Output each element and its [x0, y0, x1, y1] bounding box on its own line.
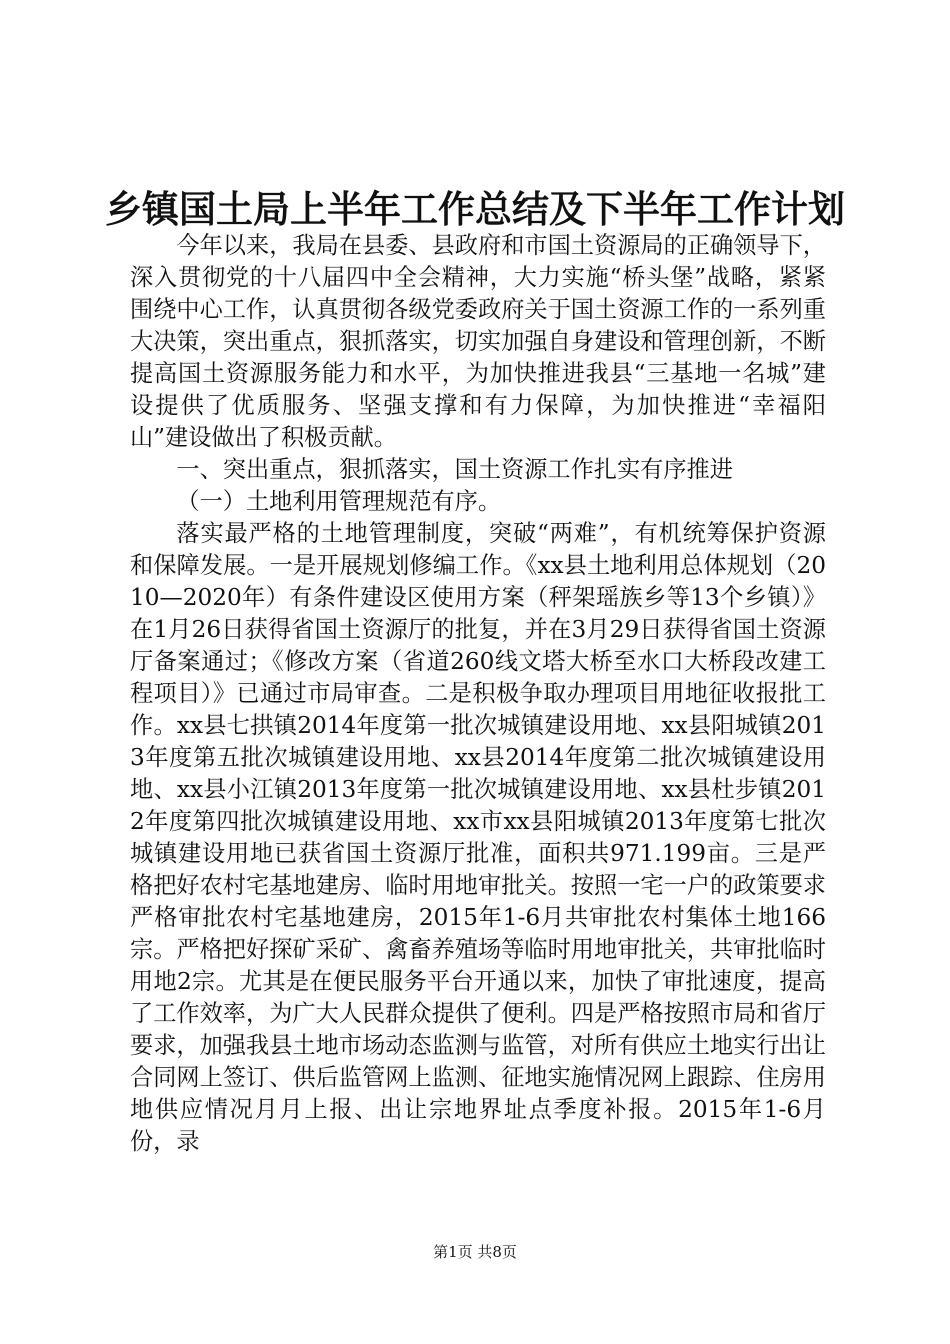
- subsection-heading-1: （一）土地利用管理规范有序。: [176, 488, 502, 515]
- document-title: 乡镇国土局上半年工作总结及下半年工作计划: [105, 187, 845, 231]
- section-heading-1: 一、突出重点，狠抓落实，国土资源工作扎实有序推进: [176, 456, 733, 483]
- page-footer: 第1页 共8页: [433, 1243, 517, 1261]
- paragraph-intro: 今年以来，我局在县委、县政府和市国土资源局的正确领导下，深入贯彻党的十八届四中全会精神，大力实施“桥头堡”战略，紧紧围绕中心工作，认真贯彻各级党委政府关于国土资源工作的一系列重大决策，突出重点，狠抓落实，切实加强自身建设和管理创新，不断提高国土资源服务能力和水平，为加快推进我县“三基地一名城”建设提供了优质服务、坚强支撑和有力保障，为加快推进“幸福阳山”建设做出了积极贡献。: [130, 232, 826, 451]
- paragraph-land-management: 落实最严格的土地管理制度，突破“两难”，有机统筹保护资源和保障发展。一是开展规划修编工作。《xx县土地利用总体规划（2010—2020年）有条件建设区使用方案（秤架瑶族乡等13个乡镇）》在1月26日获得省国土资源厅的批复，并在3月29日获得省国土资源厅备案通过；《修改方案（省道260线文塔大桥至水口大桥段改建工程项目）》已通过市局审查。二是积极争取办理项目用地征收报批工作。xx县七拱镇2014年度第一批次城镇建设用地、xx县阳城镇2013年度第五批次城镇建设用地、xx县2014年度第二批次城镇建设用地、xx县小江镇2013年度第一批次城镇建设用地、xx县杜步镇2012年度第四批次城镇建设用地、xx市xx县阳城镇2013年度第七批次城镇建设用地已获省国土资源厅批准，面积共971.199亩。三是严格把好农村宅基地建房、临时用地审批关。按照一宅一户的政策要求严格审批农村宅基地建房，2015年1-6月共审批农村集体土地166宗。严格把好探矿采矿、禽畜养殖场等临时用地审批关，共审批临时用地2宗。尤其是在便民服务平台开通以来，加快了审批速度，提高了工作效率，为广大人民群众提供了便利。四是严格按照市局和省厅要求，加强我县土地市场动态监测与监管，对所有供应土地实行出让合同网上签订、供后监管网上监测、征地实施情况网上跟踪、住房用地供应情况月月上报、出让宗地界址点季度补报。2015年1-6月份，录: [130, 520, 826, 1155]
- document-body: [130, 230, 826, 1158]
